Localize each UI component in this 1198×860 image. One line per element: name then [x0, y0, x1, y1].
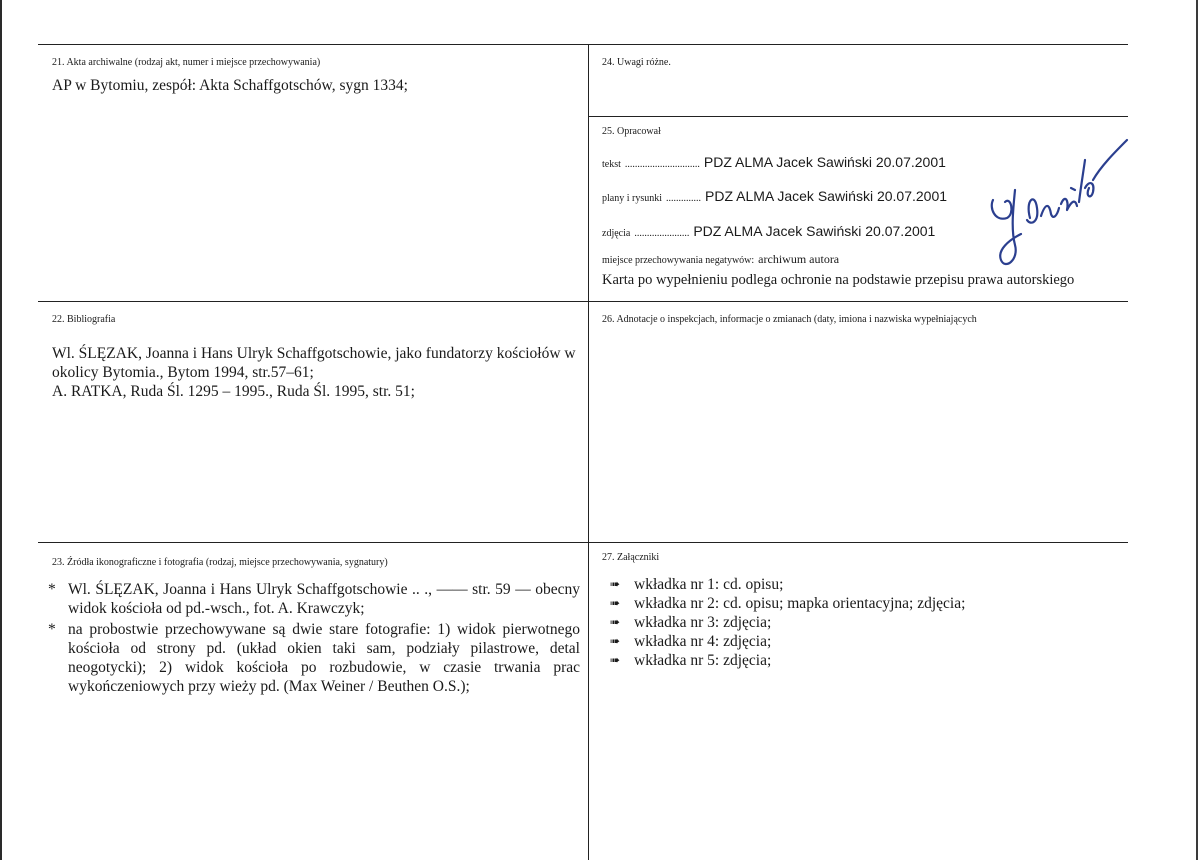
top-rule — [38, 44, 1128, 45]
section-21-header: 21. Akta archiwalne (rodzaj akt, numer i miejsce przechowywania) — [52, 57, 321, 68]
list-item-text: Wl. ŚLĘZAK, Joanna i Hans Ulryk Schaffgotschowie .. ., —— str. 59 — obecny widok kościoła od pd.-wsch., fot. A. Krawczyk; — [68, 581, 580, 617]
negatives-location — [602, 250, 839, 268]
list-item — [48, 580, 580, 618]
column-divider — [588, 44, 589, 860]
arrow-bullet-icon: ➠ — [610, 577, 621, 591]
iconography-list — [48, 580, 580, 698]
bibliography-line: okolicy Bytomia., Bytom 1994, str.57–61; — [52, 364, 314, 381]
section-22-header: 22. Bibliografia — [52, 314, 116, 325]
author-row-text — [602, 154, 946, 172]
row-label: plany i rysunki — [602, 193, 662, 204]
rule-row3 — [38, 542, 1128, 543]
row-label: tekst — [602, 159, 621, 170]
asterisk-bullet-icon: * — [48, 581, 56, 598]
negatives-label: miejsce przechowywania negatywów: — [602, 255, 755, 266]
list-item-text: wkładka nr 5: zdjęcia; — [634, 652, 772, 669]
bibliography-line: Wl. ŚLĘZAK, Joanna i Hans Ulryk Schaffgotschowie, jako fundatorzy kościołów w — [52, 345, 576, 362]
list-item-text: na probostwie przechowywane są dwie stare fotografie: 1) widok pierwotnego kościoła od strony pd. (układ okien taki sam, podziały pilastrowe, detal neogotycki); 2) widok kościoła po rozbudowie, w czasie trwania prac wykończeniowych przy wieży pd. (Max Weiner / Beuthen O.S.); — [68, 621, 580, 695]
arrow-bullet-icon: ➠ — [610, 653, 621, 667]
row-value: PDZ ALMA Jacek Sawiński 20.07.2001 — [693, 223, 936, 239]
list-item — [610, 613, 965, 632]
attachments-list — [610, 575, 965, 670]
row-dots: ...................... — [634, 228, 690, 239]
arrow-bullet-icon: ➠ — [610, 596, 621, 610]
section-23-header: 23. Źródła ikonograficzne i fotografia (rodzaj, miejsce przechowywania, sygnatury) — [52, 557, 388, 568]
arrow-bullet-icon: ➠ — [610, 615, 621, 629]
list-item — [610, 651, 965, 670]
copyright-note: Karta po wypełnieniu podlega ochronie na podstawie przepisu prawa autorskiego — [602, 272, 1075, 288]
row-value: PDZ ALMA Jacek Sawiński 20.07.2001 — [703, 154, 946, 170]
bibliography-list — [52, 344, 584, 401]
rule-24-25 — [588, 116, 1128, 117]
row-dots: .............................. — [624, 159, 700, 170]
list-item-text: wkładka nr 2: cd. opisu; mapka orientacyjna; zdjęcia; — [634, 595, 966, 612]
section-21-text: AP w Bytomiu, zespół: Akta Schaffgotschów, sygn 1334; — [52, 77, 408, 94]
bibliography-line: A. RATKA, Ruda Śl. 1295 – 1995., Ruda Śl. 1995, str. 51; — [52, 383, 415, 400]
handwritten-signature — [975, 130, 1145, 280]
list-item — [610, 575, 965, 594]
row-value: PDZ ALMA Jacek Sawiński 20.07.2001 — [705, 188, 948, 204]
arrow-bullet-icon: ➠ — [610, 634, 621, 648]
author-row-plans — [602, 188, 947, 206]
rule-row2 — [38, 301, 1128, 302]
list-item — [610, 594, 965, 613]
row-label: zdjęcia — [602, 228, 631, 239]
list-item-text: wkładka nr 1: cd. opisu; — [634, 576, 784, 593]
section-26-header: 26. Adnotacje o inspekcjach, informacje o zmianach (daty, imiona i nazwiska wypełniających — [602, 314, 977, 325]
row-dots: .............. — [666, 193, 701, 204]
list-item-text: wkładka nr 3: zdjęcia; — [634, 614, 772, 631]
asterisk-bullet-icon: * — [48, 621, 56, 638]
list-item — [610, 632, 965, 651]
author-row-photos — [602, 223, 935, 241]
list-item-text: wkładka nr 4: zdjęcia; — [634, 633, 772, 650]
section-27-header: 27. Załączniki — [602, 552, 660, 563]
negatives-value: archiwum autora — [758, 252, 840, 266]
list-item — [48, 620, 580, 696]
section-24-header: 24. Uwagi różne. — [602, 57, 671, 68]
section-25-header: 25. Opracował — [602, 126, 661, 137]
